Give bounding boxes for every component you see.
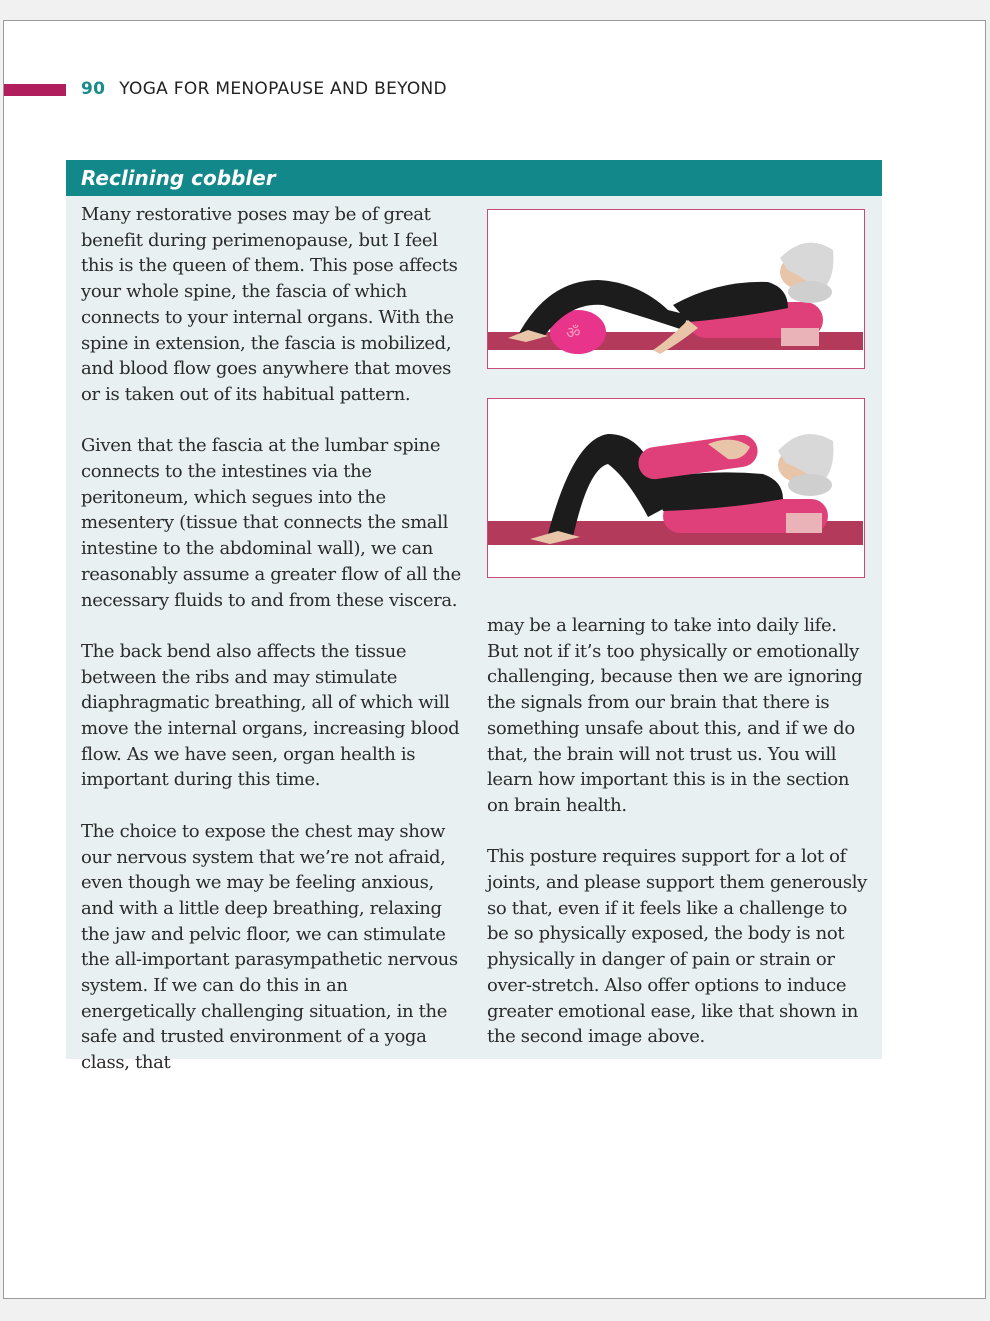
paragraph: Given that the fascia at the lumbar spine connects to the intestines via the peritoneum, which segues into the mesentery (tissue that connects the small intestine to the abdominal wall), we can reasonably assume a greater flow of all the necessary fluids to and from these viscera.: [81, 435, 461, 611]
paragraph: The choice to expose the chest may show our nervous system that we’re not afraid, even though we may be feeling anxious, and with a little deep breathing, relaxing the jaw and pelvic floor, we can stimulate the all-important parasympathetic nervous system. If we can do this in an energetically challenging situation, in the safe and trusted environment of a yoga class, that: [81, 820, 458, 1074]
paragraph: may be a learning to take into daily life. But not if it’s too physically or emotionally challenging, because then we are ignoring the signals from our brain that there is something unsafe about this, and if we do that, the brain will not trust us. You will learn how important this is in the section on brain health.: [487, 615, 863, 816]
paragraph: This posture requires support for a lot of joints, and please support them generously so that, even if it feels like a challenge to be so physically exposed, the body is not physically in danger of pain or strain or over-stretch. Also offer options to induce greater emotional ease, like that shown in the second image above.: [487, 846, 867, 1048]
pose-illustration-2: [488, 399, 863, 576]
yoga-block: [786, 513, 822, 533]
book-title: YOGA FOR MENOPAUSE AND BEYOND: [119, 79, 447, 99]
sidebar-box: [66, 160, 882, 1074]
book-page: [3, 20, 986, 1299]
svg-text:ॐ: ॐ: [566, 323, 581, 342]
pose-photo-2: [487, 398, 865, 578]
page-number: 90: [81, 79, 106, 99]
yoga-block: [781, 328, 819, 346]
paragraph: Many restorative poses may be of great benefit during perimenopause, but I feel this is the queen of them. This pose affects your whole spine, the fascia of which connects to your internal organs. With the spine in extension, the fascia is mobilized, and blood flow goes anywhere that moves or is taken out of its habitual pattern.: [81, 204, 458, 405]
pose-illustration-1: [488, 210, 863, 367]
running-head: [81, 79, 447, 99]
sidebar-title: Reclining cobbler: [66, 160, 882, 196]
left-column: [81, 202, 463, 1076]
pose-photo-1: [487, 209, 865, 369]
paragraph: The back bend also affects the tissue between the ribs and may stimulate diaphragmatic breathing, all of which will move the internal organs, increasing blood flow. As we have seen, organ health is important during this time.: [81, 640, 460, 791]
right-column: [487, 613, 869, 1050]
accent-bar: [4, 84, 66, 96]
